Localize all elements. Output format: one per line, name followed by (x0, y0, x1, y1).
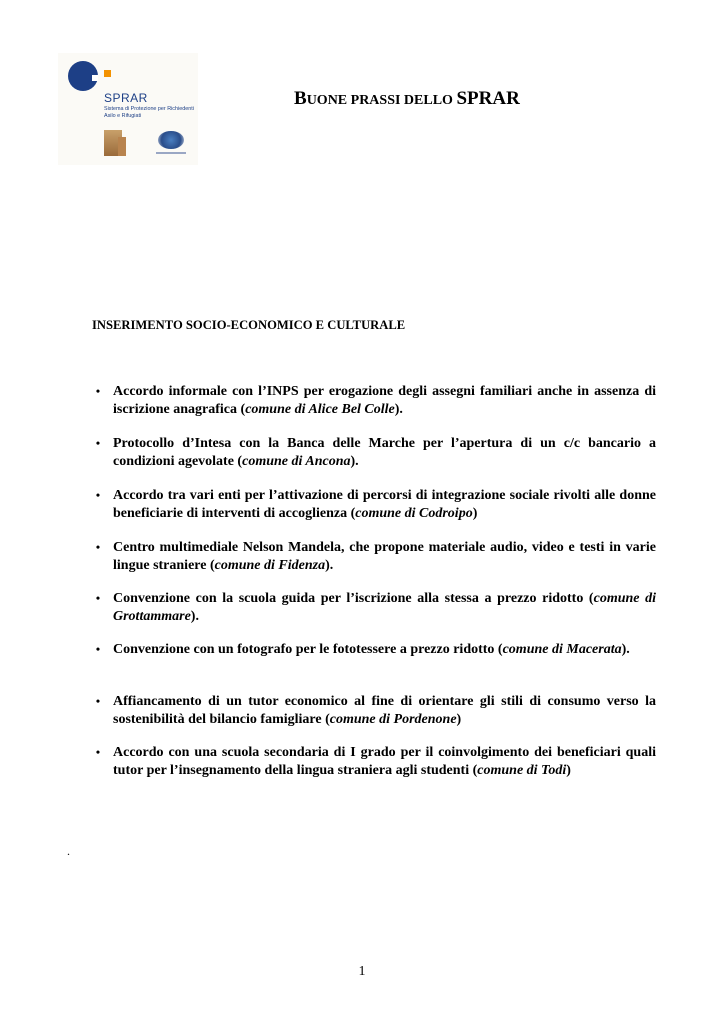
stray-period: . (67, 844, 70, 858)
list-item (92, 693, 656, 728)
logo-brand: SPRAR (104, 91, 148, 105)
list-item-text: Convenzione con un fotografo per le fototessere a prezzo ridotto (comune di Macerata). (113, 642, 630, 657)
list-item (92, 383, 656, 418)
list-item-text: Accordo tra vari enti per l’attivazione di percorsi di integrazione sociale rivolti alle donne beneficiarie di interventi di accoglienza (comune di Codroipo) (113, 488, 656, 521)
document-title: BUONE PRASSI DELLO SPRAR (294, 88, 520, 109)
list-item-text: Centro multimediale Nelson Mandela, che propone materiale audio, video e testi in varie lingue straniere (comune di Fidenza). (113, 540, 656, 573)
list-item (92, 590, 656, 625)
list-item (92, 539, 656, 574)
list-item-text: Accordo con una scuola secondaria di I grado per il coinvolgimento dei beneficiari quali tutor per l’insegnamento della lingua straniera agli studenti (comune di Todi) (113, 745, 656, 778)
partner-logo-emblem-caption (156, 152, 186, 154)
bullet-icon: • (95, 694, 101, 708)
list-item (92, 744, 656, 779)
bullet-icon: • (95, 540, 101, 554)
bullet-icon: • (95, 488, 101, 502)
logo-square-mark (92, 75, 98, 81)
partner-logo-emblem-icon (158, 131, 184, 149)
bullet-icon: • (95, 591, 101, 605)
logo-orange-mark (104, 70, 111, 77)
list-item (92, 487, 656, 522)
list-item-text: Affiancamento di un tutor economico al fine di orientare gli stili di consumo verso la sostenibilità del bilancio famigliare (comune di Pordenone) (113, 694, 656, 727)
list-item-text: Accordo informale con l’INPS per erogazione degli assegni familiari anche in assenza di iscrizione anagrafica (comune di Alice Bel Colle). (113, 384, 656, 417)
bullet-icon: • (95, 745, 101, 759)
partner-logo-building-icon-side (118, 137, 126, 156)
bullet-icon: • (95, 642, 101, 656)
bullet-icon: • (95, 384, 101, 398)
sprar-logo (58, 53, 198, 165)
logo-tagline: Sistema di Protezione per Richiedenti Asilo e Rifugiati (104, 106, 194, 119)
list-item (92, 435, 656, 470)
bullet-icon: • (95, 436, 101, 450)
page-number: 1 (358, 964, 366, 979)
list-item (92, 641, 656, 659)
section-heading: INSERIMENTO SOCIO-ECONOMICO E CULTURALE (92, 318, 406, 332)
list-item-text: Protocollo d’Intesa con la Banca delle Marche per l’apertura di un c/c bancario a condizioni agevolate (comune di Ancona). (113, 436, 656, 469)
list-item-text: Convenzione con la scuola guida per l’iscrizione alla stessa a prezzo ridotto (comune di Grottammare). (113, 591, 657, 624)
